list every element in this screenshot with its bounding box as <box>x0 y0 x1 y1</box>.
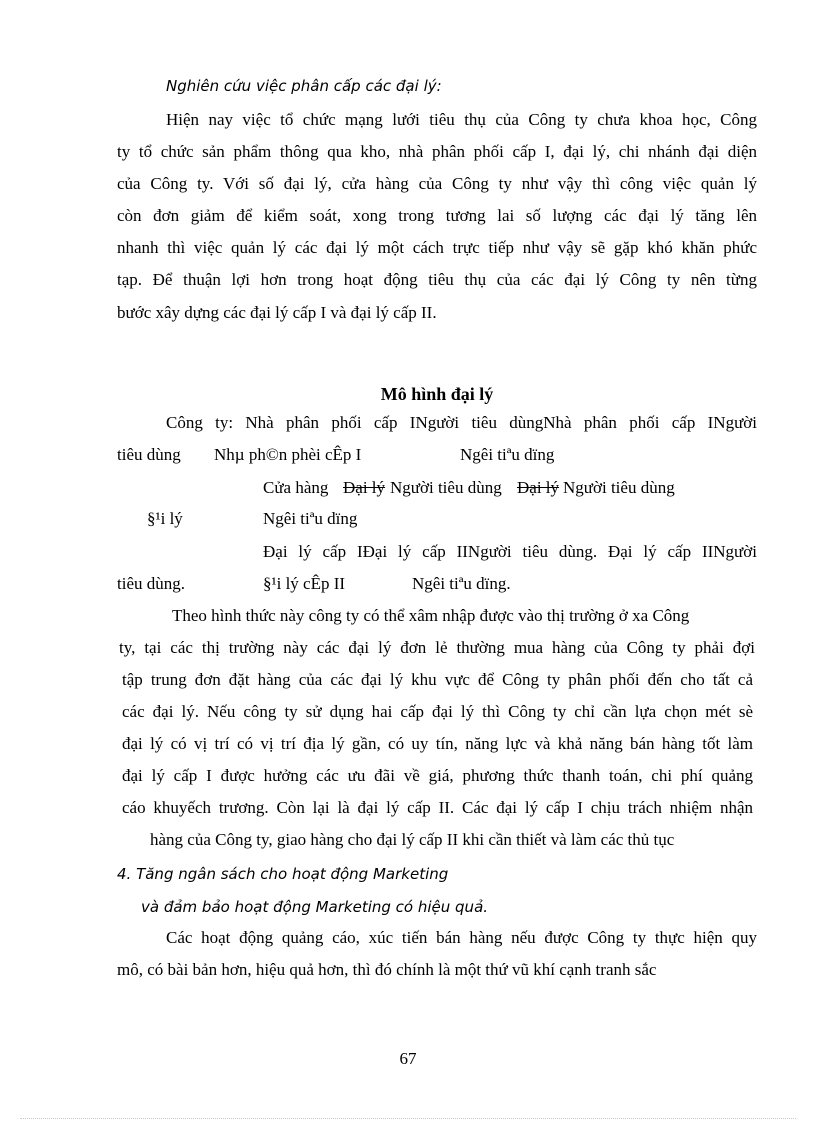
model-line-segment: Đại lý <box>343 478 386 497</box>
model-line: Công ty: Nhà phân phối cấp INgười tiêu dùngNhà phân phối cấp INgười <box>166 413 757 432</box>
model-line-segment: Người tiêu dùng <box>390 478 502 497</box>
model-line-segment: tiêu dùng. <box>117 574 185 593</box>
model-line-segment: §¹i lý cÊp II <box>263 574 346 593</box>
paragraph-line: của Công ty. Với số đại lý, cửa hàng của Công ty như vậy thì công việc quản lý <box>117 174 757 193</box>
model-line-segment: Ngêi tiªu dïng <box>263 509 358 528</box>
paragraph-line: ty, tại các thị trường này các đại lý đơn lẻ thường mua hàng của Công ty phải đợi <box>119 638 755 657</box>
paragraph-line: bước xây dựng các đại lý cấp I và đại lý cấp II. <box>117 303 437 322</box>
paragraph-line: đại lý cấp I được hưởng các ưu đãi về giá, phương thức thanh toán, chi phí quảng <box>122 766 753 785</box>
model-line-segment: Ngêi tiªu dïng <box>460 445 555 464</box>
paragraph-line: tạp. Để thuận lợi hơn trong hoạt động tiêu thụ của các đại lý Công ty nên từng <box>117 270 757 289</box>
paragraph-line: các đại lý. Nếu công ty sử dụng hai cấp đại lý thì Công ty chỉ cần lựa chọn mét sè <box>122 702 753 721</box>
model-line-segment: Đại lý <box>517 478 560 497</box>
model-line-segment: tiêu dùng <box>117 445 181 464</box>
model-title: Mô hình đại lý <box>380 384 494 404</box>
paragraph-line: Các hoạt động quảng cáo, xúc tiến bán hàng nếu được Công ty thực hiện quy <box>166 928 757 947</box>
model-line-segment: Cửa hàng <box>263 478 329 497</box>
model-line-segment: Người tiêu dùng <box>563 478 675 497</box>
paragraph-line: cáo khuyếch trương. Còn lại là đại lý cấp II. Các đại lý cấp I chịu trách nhiệm nhận <box>122 798 753 817</box>
section-4-heading: 4. Tăng ngân sách cho hoạt động Marketing <box>117 865 449 883</box>
model-line-segment: Ngêi tiªu dïng. <box>412 574 511 593</box>
page-number: 67 <box>399 1049 417 1068</box>
section-heading: Nghiên cứu việc phân cấp các đại lý: <box>166 77 442 95</box>
section-4-heading-continued: và đảm bảo hoạt động Marketing có hiệu quả. <box>141 898 489 916</box>
paragraph-line: tập trung đơn đặt hàng của các đại lý khu vực để Công ty phân phối đến cho tất cả <box>122 670 753 689</box>
paragraph-line: Theo hình thức này công ty có thể xâm nhập được vào thị trường ở xa Công <box>172 606 690 625</box>
model-line: Đại lý cấp IĐại lý cấp IINgười tiêu dùng. Đại lý cấp IINgười <box>263 542 757 561</box>
paragraph-line: ty tổ chức sản phẩm thông qua kho, nhà phân phối cấp I, đại lý, chi nhánh đại diện <box>117 142 757 161</box>
model-line-segment: §¹i lý <box>147 509 183 528</box>
paragraph-line: đại lý có vị trí có vị trí địa lý gần, có uy tín, năng lực và khả năng bán hàng tốt làm <box>122 734 753 753</box>
paragraph-line: mô, có bài bản hơn, hiệu quả hơn, thì đó chính là một thứ vũ khí cạnh tranh sắc <box>117 960 657 979</box>
paragraph-line: nhanh thì việc quản lý các đại lý một cách trực tiếp như vậy sẽ gặp khó khăn phức <box>117 238 757 257</box>
paragraph-line: hàng của Công ty, giao hàng cho đại lý cấp II khi cần thiết và làm các thủ tục <box>150 830 675 849</box>
model-line-segment: Nhµ ph©n phèi cÊp I <box>214 445 362 464</box>
paragraph-line: còn đơn giảm để kiểm soát, xong trong tương lai số lượng các đại lý tăng lên <box>117 206 757 225</box>
page-border-dotted <box>20 1118 796 1119</box>
paragraph-line: Hiện nay việc tổ chức mạng lưới tiêu thụ của Công ty chưa khoa học, Công <box>166 110 757 129</box>
